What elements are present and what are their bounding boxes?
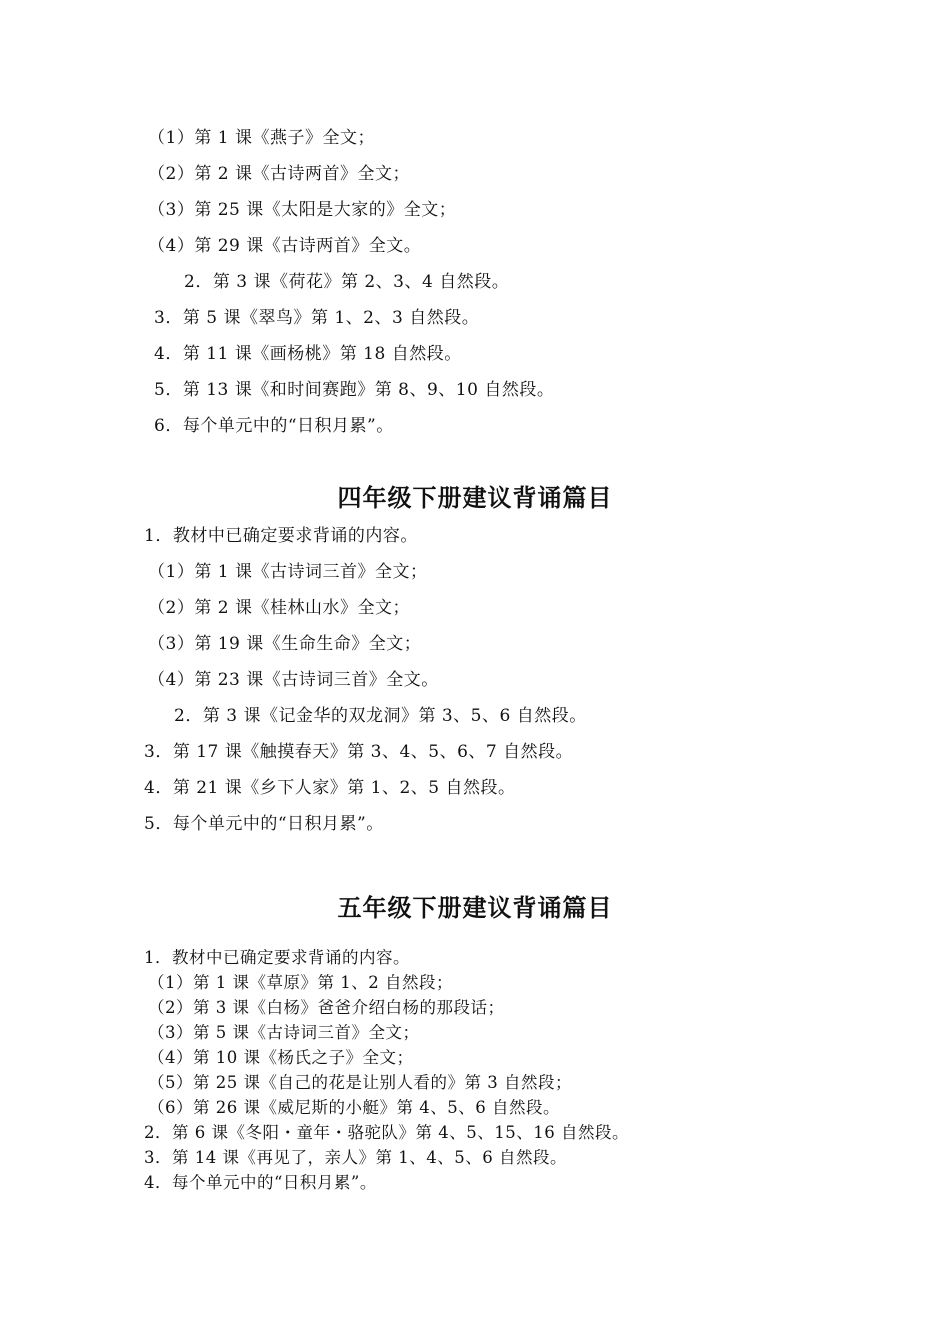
list-item: （3）第 19 课《生命生命》全文； bbox=[148, 634, 422, 654]
list-item: 5．每个单元中的“日积月累”。 bbox=[144, 814, 384, 834]
list-item: （4）第 10 课《杨氏之子》全文； bbox=[148, 1048, 414, 1067]
list-item: 6．每个单元中的“日积月累”。 bbox=[154, 416, 394, 436]
list-item: （3）第 5 课《古诗词三首》全文； bbox=[148, 1023, 420, 1042]
list-item: （2）第 3 课《白杨》爸爸介绍白杨的那段话； bbox=[148, 998, 505, 1017]
list-item: （2）第 2 课《古诗两首》全文； bbox=[148, 164, 410, 184]
section-title: 五年级下册建议背诵篇目 bbox=[337, 894, 613, 922]
list-item: 5．第 13 课《和时间赛跑》第 8、9、10 自然段。 bbox=[154, 380, 555, 400]
list-item: 4．第 11 课《画杨桃》第 18 自然段。 bbox=[154, 344, 462, 364]
list-item: 4．每个单元中的“日积月累”。 bbox=[144, 1173, 377, 1192]
list-item: （6）第 26 课《威尼斯的小艇》第 4、5、6 自然段。 bbox=[148, 1098, 560, 1117]
list-item: （5）第 25 课《自己的花是让别人看的》第 3 自然段； bbox=[148, 1073, 572, 1092]
list-item: 2．第 3 课《记金华的双龙洞》第 3、5、6 自然段。 bbox=[174, 706, 587, 726]
list-item: （3）第 25 课《太阳是大家的》全文； bbox=[148, 200, 457, 220]
list-item: 3．第 14 课《再见了，亲人》第 1、4、5、6 自然段。 bbox=[144, 1148, 567, 1167]
list-item: （2）第 2 课《桂林山水》全文； bbox=[148, 598, 410, 618]
list-item: （4）第 29 课《古诗两首》全文。 bbox=[148, 236, 422, 256]
list-item: 3．第 5 课《翠鸟》第 1、2、3 自然段。 bbox=[154, 308, 480, 328]
list-item: 4．第 21 课《乡下人家》第 1、2、5 自然段。 bbox=[144, 778, 516, 798]
list-item: （1）第 1 课《古诗词三首》全文； bbox=[148, 562, 428, 582]
section-title: 四年级下册建议背诵篇目 bbox=[337, 484, 613, 512]
list-item: 3．第 17 课《触摸春天》第 3、4、5、6、7 自然段。 bbox=[144, 742, 574, 762]
list-item: （1）第 1 课《燕子》全文； bbox=[148, 128, 375, 148]
list-item: 1．教材中已确定要求背诵的内容。 bbox=[144, 948, 410, 967]
list-item: 1．教材中已确定要求背诵的内容。 bbox=[144, 526, 418, 546]
list-item: （4）第 23 课《古诗词三首》全文。 bbox=[148, 670, 439, 690]
list-item: 2．第 6 课《冬阳・童年・骆驼队》第 4、5、15、16 自然段。 bbox=[144, 1123, 629, 1142]
list-item: （1）第 1 课《草原》第 1、2 自然段； bbox=[148, 973, 453, 992]
list-item: 2．第 3 课《荷花》第 2、3、4 自然段。 bbox=[184, 272, 510, 292]
